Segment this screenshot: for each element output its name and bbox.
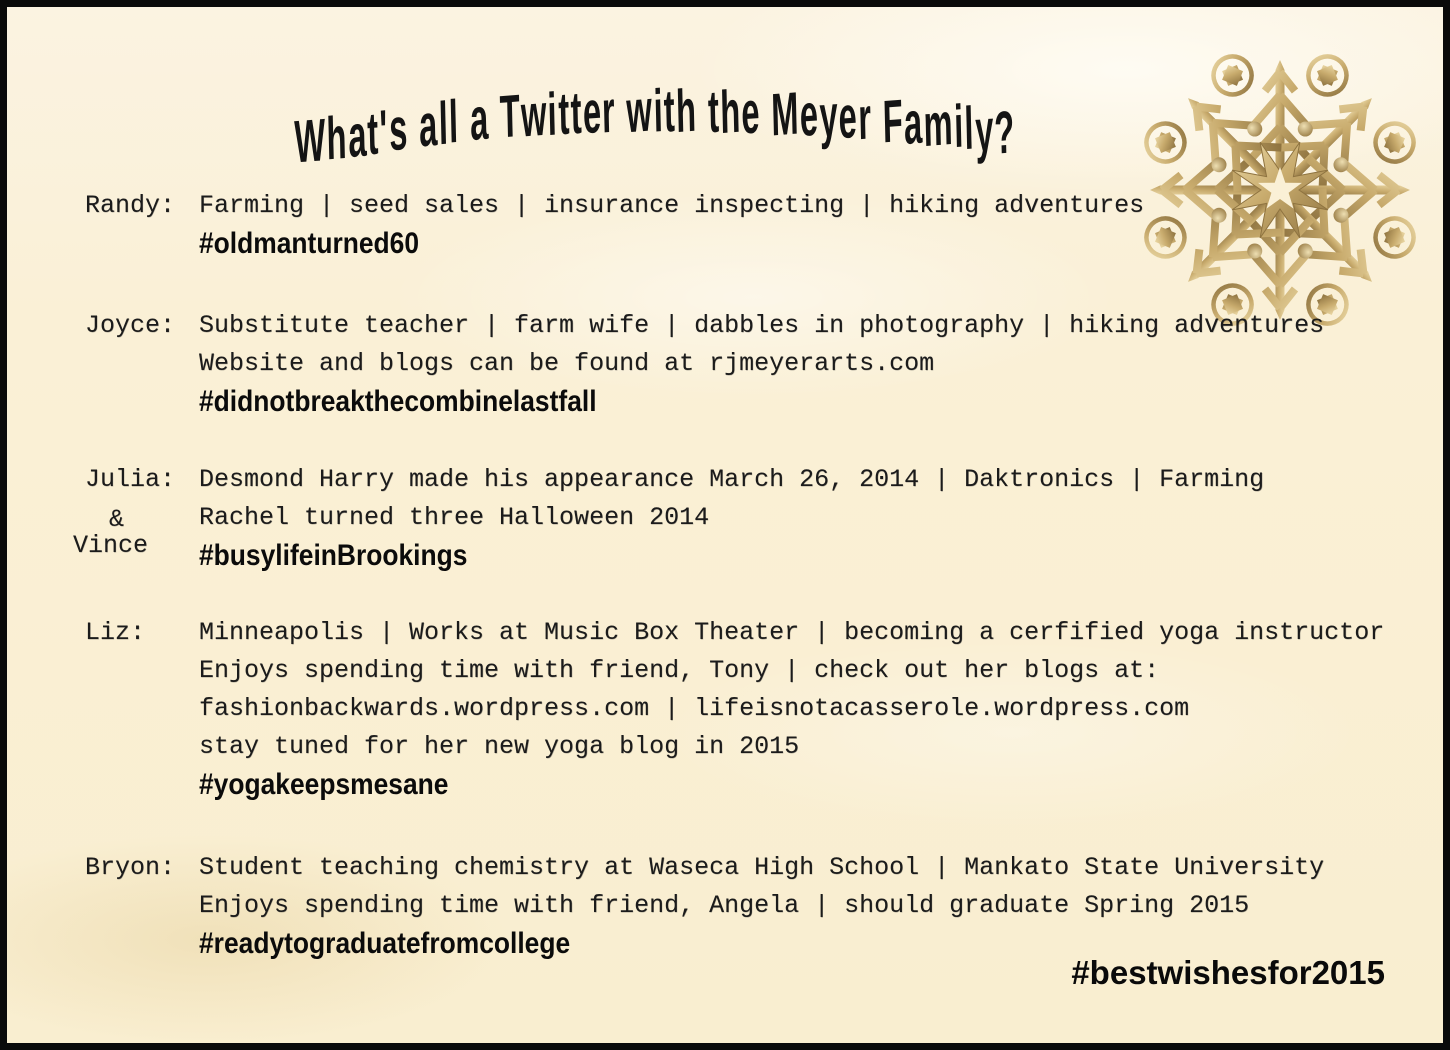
entry-status-line: Rachel turned three Halloween 2014	[199, 503, 710, 532]
entry-name-label-secondary: Vince	[73, 531, 149, 560]
family-entry-bryon	[85, 849, 1429, 963]
family-entry-liz	[85, 614, 1429, 804]
card-title: What's all a Twitter with the Meyer Family?	[293, 77, 1017, 177]
entry-name-label: Bryon:	[85, 853, 176, 882]
footer-hashtag: #bestwishesfor2015	[1071, 954, 1385, 991]
entry-status-line: Website and blogs can be found at rjmeyerarts.com	[199, 349, 935, 378]
entry-hashtag: #readytograduatefromcollege	[199, 927, 571, 960]
family-entry-joyce	[85, 307, 1429, 421]
family-entry-randy	[85, 187, 1429, 263]
entry-hashtag: #didnotbreakthecombinelastfall	[199, 385, 597, 418]
entry-name-label: Liz:	[85, 618, 146, 647]
entry-name-label: Joyce:	[85, 311, 176, 340]
entry-hashtag: #yogakeepsmesane	[199, 768, 449, 801]
entry-status-line: Enjoys spending time with friend, Angela | should graduate Spring 2015	[199, 891, 1250, 920]
entry-status-line: stay tuned for her new yoga blog in 2015	[199, 732, 800, 761]
entry-status-line: Substitute teacher | farm wife | dabbles in photography | hiking adventures	[199, 311, 1325, 340]
entry-status-line: Enjoys spending time with friend, Tony | check out her blogs at:	[199, 656, 1160, 685]
entry-status-line: Desmond Harry made his appearance March 26, 2014 | Daktronics | Farming	[199, 465, 1265, 494]
entry-name-label: Randy:	[85, 191, 176, 220]
entry-status-line: fashionbackwards.wordpress.com | lifeisnotacasserole.wordpress.com	[199, 694, 1190, 723]
entry-hashtag: #oldmanturned60	[199, 227, 420, 260]
entry-status-line: Student teaching chemistry at Waseca High School | Mankato State University	[199, 853, 1325, 882]
entry-status-line: Farming | seed sales | insurance inspecting | hiking adventures	[199, 191, 1145, 220]
family-entry-julia-vince	[73, 461, 1429, 575]
entry-hashtag: #busylifeinBrookings	[199, 539, 468, 572]
entry-status-line: Minneapolis | Works at Music Box Theater | becoming a cerfified yoga instructor	[199, 618, 1385, 647]
entry-name-ampersand: &	[109, 505, 125, 534]
entry-name-label: Julia:	[85, 465, 176, 494]
